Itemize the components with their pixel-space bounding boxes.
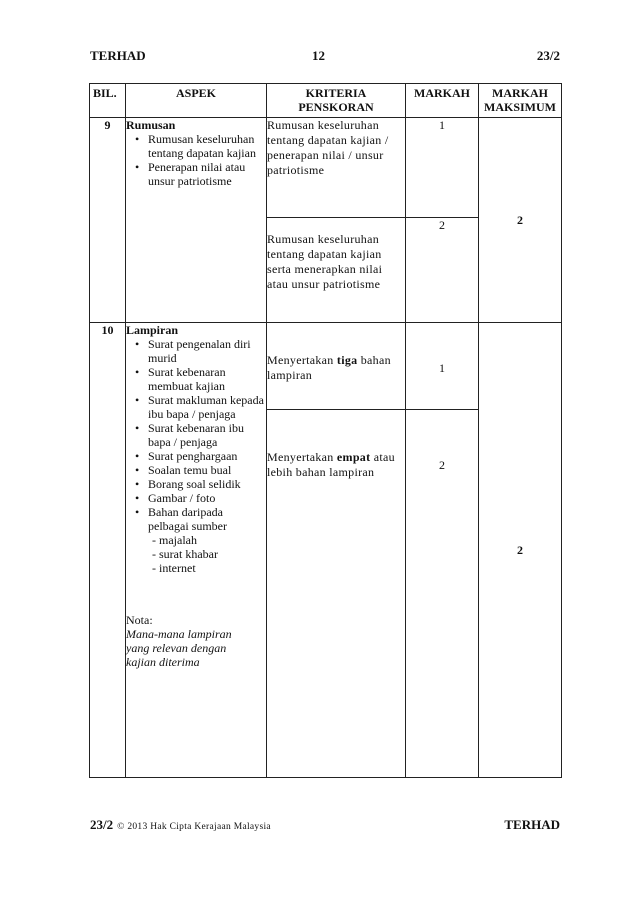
col-markah: MARKAH: [406, 84, 479, 118]
crit-text: Menyertakan: [267, 450, 337, 464]
col-aspek: ASPEK: [126, 84, 267, 118]
crit-bold: tiga: [336, 353, 358, 367]
list-item: • Surat kebenaran ibu bapa / penjaga: [148, 421, 266, 449]
list-item: • Surat pengenalan diri murid: [148, 337, 266, 365]
col-kriteria-line1: KRITERIA: [305, 86, 367, 100]
row9-number: 9: [90, 118, 126, 323]
nota-label: Nota:: [126, 613, 153, 627]
row9-criteria-2: Rumusan keseluruhan tentang dapatan kajian serta menerapkan nilai atau unsur patriotisme: [267, 218, 406, 323]
sub-item: - surat khabar: [152, 547, 218, 561]
nota-line: Mana-mana lampiran: [126, 627, 232, 641]
col-kriteria: [267, 84, 406, 118]
list-item: • Gambar / foto: [148, 491, 266, 505]
row9-bullets: [126, 132, 266, 188]
list-item: • Rumusan keseluruhan tentang dapatan kajian: [148, 132, 266, 160]
list-item: • Soalan temu bual: [148, 463, 266, 477]
row10-criteria-2: [267, 410, 406, 778]
nota-line: yang relevan dengan: [126, 641, 227, 655]
row9-criteria-1: Rumusan keseluruhan tentang dapatan kajian / penerapan nilai / unsur patriotisme: [267, 118, 406, 218]
row10-bullets: [126, 337, 266, 533]
table-row: [90, 118, 562, 218]
table-row: [90, 323, 562, 410]
col-maks-line1: MARKAH: [492, 86, 548, 100]
footer-code: 23/2: [90, 817, 114, 832]
footer-right: TERHAD: [504, 817, 560, 832]
crit-text: bahan lampiran: [267, 353, 391, 382]
footer-copyright: © 2013 Hak Cipta Kerajaan Malaysia: [117, 822, 271, 832]
header-left: TERHAD: [90, 48, 146, 63]
list-item: • Surat penghargaan: [148, 449, 266, 463]
row10-criteria-1: [267, 323, 406, 410]
row10-mark-1: 1: [406, 323, 479, 410]
row10-mark-2: 2: [406, 410, 479, 778]
row9-aspek: [126, 118, 267, 323]
row10-title: Lampiran: [126, 323, 179, 337]
col-kriteria-line2: PENSKORAN: [298, 100, 374, 114]
col-maks-line2: MAKSIMUM: [484, 100, 556, 114]
table-header-row: [90, 84, 562, 118]
sub-item: - majalah: [152, 533, 197, 547]
crit-text: atau lebih bahan lampiran: [267, 450, 395, 479]
row9-title: Rumusan: [126, 118, 176, 132]
nota-line: kajian diterima: [126, 655, 200, 669]
row10-aspek: [126, 323, 267, 778]
scoring-table: [89, 83, 562, 778]
row10-max: 2: [479, 323, 562, 778]
row9-max: 2: [479, 118, 562, 323]
list-item: • Borang soal selidik: [148, 477, 266, 491]
sub-item: - internet: [152, 561, 196, 575]
row10-sub-items: [126, 533, 266, 575]
list-item: • Penerapan nilai atau unsur patriotisme: [148, 160, 266, 188]
row10-number: 10: [90, 323, 126, 778]
header-right: 23/2: [536, 48, 560, 63]
list-item: • Surat kebenaran membuat kajian: [148, 365, 266, 393]
crit-bold: empat: [336, 450, 371, 464]
col-maksimum: [479, 84, 562, 118]
row9-mark-1: 1: [406, 118, 479, 218]
row9-mark-2: 2: [406, 218, 479, 323]
row10-nota: [126, 613, 266, 669]
crit-text: Menyertakan: [267, 353, 337, 367]
footer-left: [90, 817, 271, 833]
col-bil: BIL.: [90, 84, 126, 118]
page-number: 12: [312, 48, 325, 63]
list-item: • Surat makluman kepada ibu bapa / penjaga: [148, 393, 266, 421]
list-item: • Bahan daripada pelbagai sumber: [148, 505, 266, 533]
